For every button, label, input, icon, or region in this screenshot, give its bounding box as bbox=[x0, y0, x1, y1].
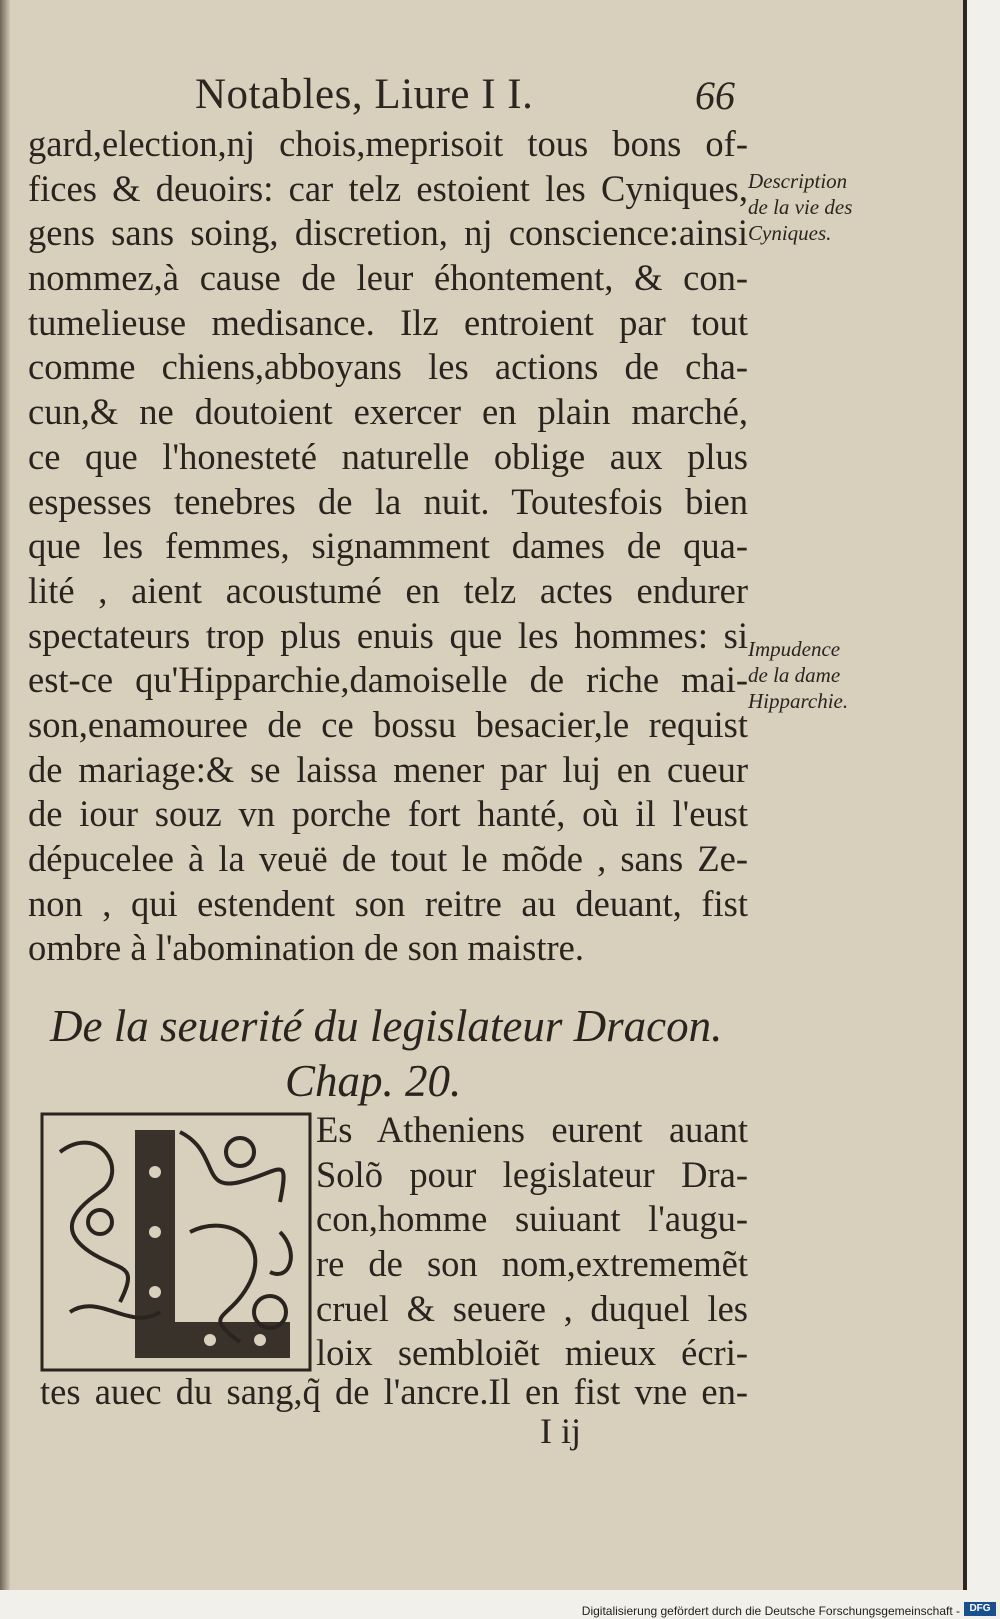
text-line: non , qui estendent son reitre au deuant, fist bbox=[28, 882, 748, 924]
text-line: Es Atheniens eurent auant bbox=[316, 1109, 748, 1150]
margin-note-line: Description bbox=[748, 169, 848, 193]
text-line: Solõ pour legislateur Dra- bbox=[316, 1153, 748, 1195]
text-line: comme chiens,abboyans les actions de cha- bbox=[28, 346, 748, 388]
text-line: spectateurs trop plus enuis que les hommes: si bbox=[28, 614, 748, 656]
margin-note-cyniques bbox=[748, 168, 852, 246]
text-line: dépucelee à la veuë de tout le mõde , sans Ze- bbox=[28, 838, 748, 879]
text-line: gens sans soing, discretion, nj conscience:ainsi bbox=[28, 212, 748, 254]
running-title: Notables, Liure I I. bbox=[195, 71, 534, 118]
text-line: cruel & seuere , duquel les bbox=[316, 1287, 748, 1329]
text-line: loix sembloiẽt mieux écri- bbox=[316, 1332, 748, 1374]
text-line: espesses tenebres de la nuit. Toutesfois bien bbox=[28, 480, 748, 522]
text-line: ce que l'honesteté naturelle oblige aux plus bbox=[28, 435, 748, 477]
text-line: nommez,à cause de leur éhontement, & con- bbox=[28, 257, 748, 299]
text-line: fices & deuoirs: car telz estoient les Cyniques, bbox=[28, 167, 748, 209]
text-line: ombre à l'abomination de son maistre. bbox=[28, 927, 584, 969]
text-line: lité , aient acoustumé en telz actes endurer bbox=[28, 569, 748, 611]
dfg-logo-icon: DFG bbox=[964, 1602, 996, 1616]
text-line: re de son nom,extrememẽt bbox=[316, 1243, 748, 1285]
text-line: de iour souz vn porche fort hanté, où il l'eust bbox=[28, 793, 748, 835]
footer-credit: Digitalisierung gefördert durch die Deutsche Forschungsgemeinschaft - bbox=[581, 1604, 960, 1618]
chapter-number: Chap. 20. bbox=[285, 1056, 462, 1106]
final-text bbox=[40, 1370, 748, 1415]
signature-mark: I ij bbox=[540, 1411, 581, 1451]
text-line: tumelieuse medisance. Ilz entroient par tout bbox=[28, 301, 748, 343]
text-line: de mariage:& se laissa mener par luj en cueur bbox=[28, 748, 748, 790]
text-line: que les femmes, signamment dames de qua- bbox=[28, 525, 748, 567]
margin-note-hipparchie bbox=[748, 636, 848, 714]
text-line: gard,election,nj chois,meprisoit tous bons of- bbox=[28, 123, 748, 164]
margin-note-line: de la vie des bbox=[748, 195, 853, 219]
text-line: son,enamouree de ce bossu besacier,le requist bbox=[28, 703, 748, 745]
text-line: cun,& ne doutoient exercer en plain marché, bbox=[28, 391, 748, 433]
ornamental-initial-l bbox=[40, 1112, 312, 1372]
text-line: con,homme suiuant l'augu- bbox=[316, 1198, 748, 1240]
drop-cap-text bbox=[316, 1108, 748, 1376]
margin-note-line: de la dame bbox=[748, 663, 841, 687]
margin-note-line: Cyniques. bbox=[748, 221, 832, 245]
text-line: tes auec du sang,q̃ de l'ancre.Il en fist vne en- bbox=[40, 1371, 748, 1412]
text-line: est-ce qu'Hipparchie,damoiselle de riche mai- bbox=[28, 659, 748, 701]
margin-note-line: Hipparchie. bbox=[748, 689, 849, 713]
margin-note-line: Impudence bbox=[748, 637, 841, 661]
body-text bbox=[28, 122, 748, 971]
page-number: 66 bbox=[695, 73, 735, 118]
chapter-title: De la seuerité du legislateur Dracon. bbox=[50, 1001, 723, 1051]
